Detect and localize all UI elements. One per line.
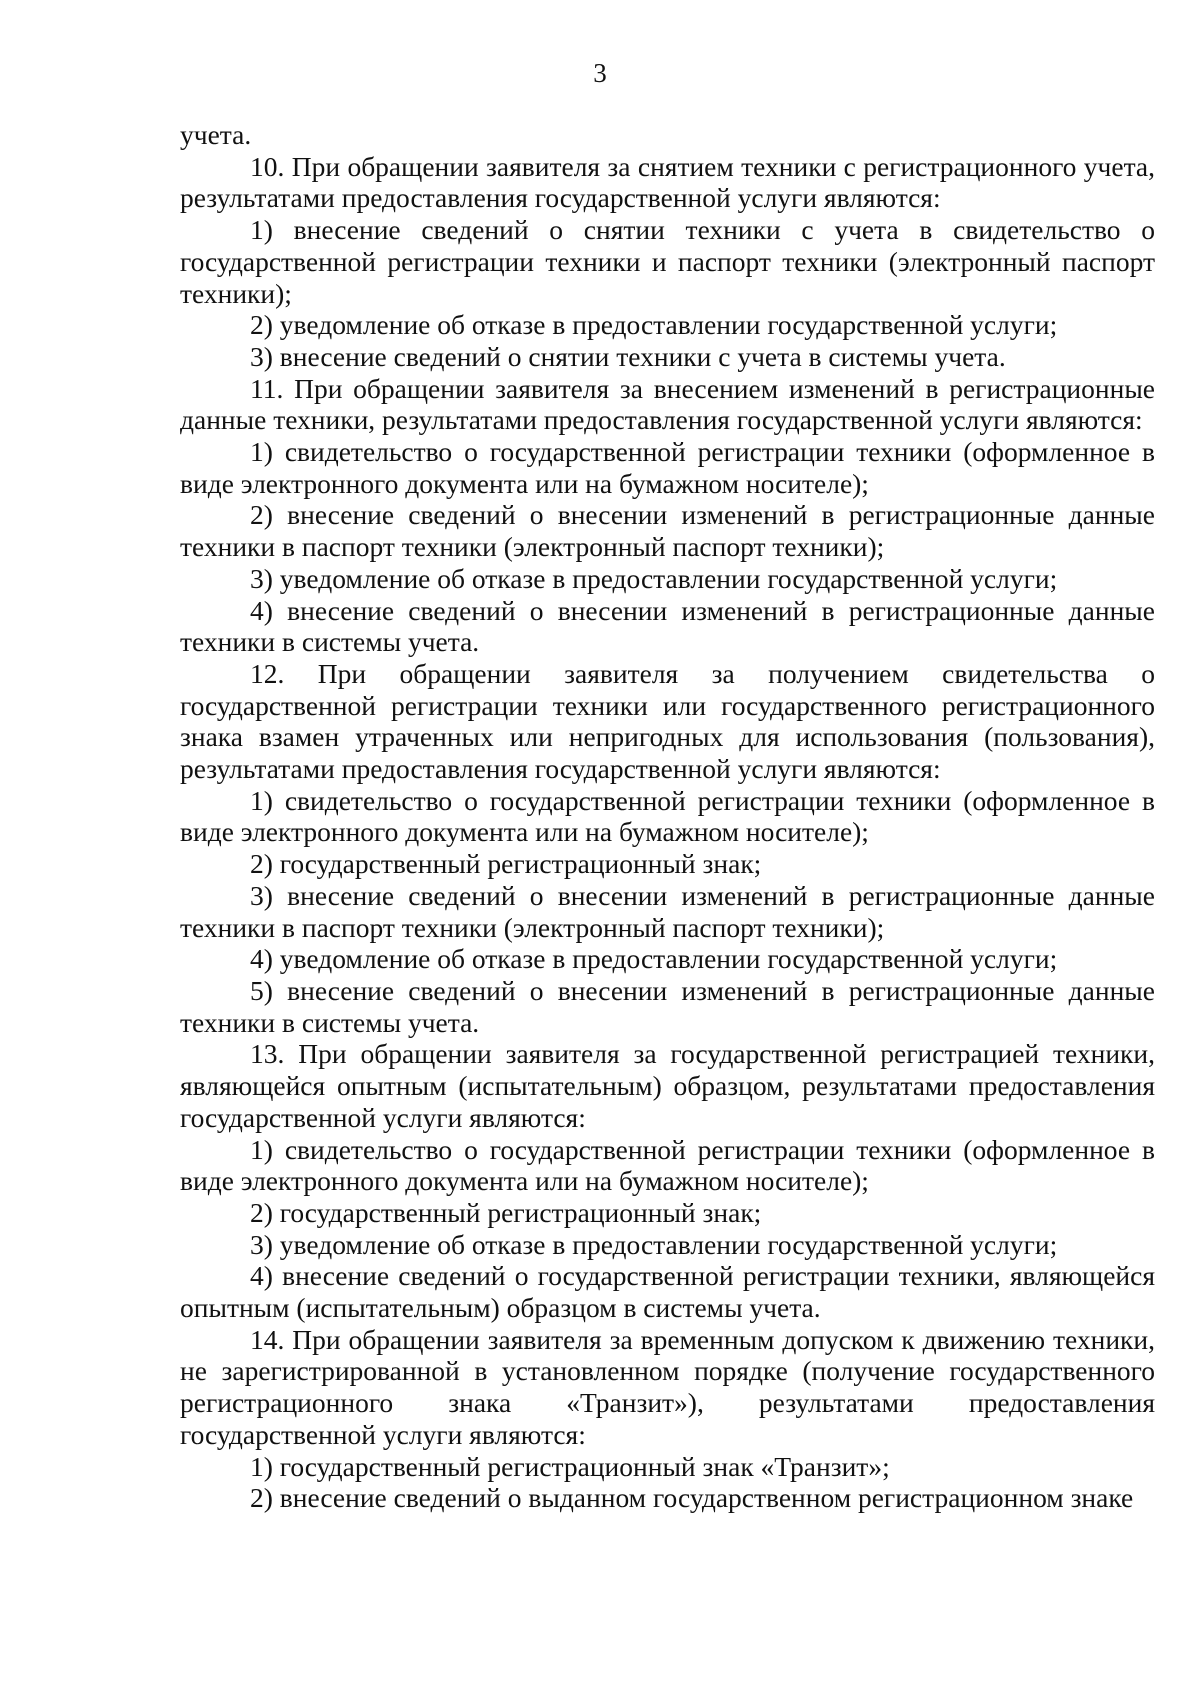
paragraph: 11. При обращении заявителя за внесением изменений в регистрационные данные техники, результатами предоставления государственной услуги являются: <box>180 372 1155 436</box>
paragraph: 3) уведомление об отказе в предоставлении государственной услуги; <box>250 1228 1058 1260</box>
paragraph: учета. <box>180 119 252 150</box>
paragraph: 4) внесение сведений о внесении изменений в регистрационные данные техники в системы учета. <box>180 594 1155 658</box>
paragraph: 1) государственный регистрационный знак «Транзит»; <box>250 1450 890 1482</box>
paragraph: 1) внесение сведений о снятии техники с учета в свидетельство о государственной регистрации техники и паспорт техники (электронный паспорт техники); <box>180 214 1155 309</box>
paragraph: 10. При обращении заявителя за снятием техники с регистрационного учета, результатами предоставления государственной услуги являются: <box>180 150 1155 214</box>
paragraph: 2) государственный регистрационный знак; <box>250 848 762 880</box>
paragraph: 1) свидетельство о государственной регистрации техники (оформленное в виде электронного документа или на бумажном носителе); <box>180 1133 1155 1197</box>
paragraph: 14. При обращении заявителя за временным допуском к движению техники, не зарегистрированной в установленном порядке (получение государственного регистрационного знака «Транзит»), результатами предоставления государственной услуги являются: <box>180 1323 1155 1450</box>
paragraph: 12. При обращении заявителя за получением свидетельства о государственной регистрации техники или государственного регистрационного знака взамен утраченных или непригодных для использования (пользования), результатами предоставления государственной услуги являются: <box>180 657 1155 785</box>
paragraph: 3) уведомление об отказе в предоставлении государственной услуги; <box>250 562 1058 594</box>
paragraph: 4) внесение сведений о государственной регистрации техники, являющейся опытным (испытательным) образцом в системы учета. <box>180 1260 1155 1324</box>
paragraph: 1) свидетельство о государственной регистрации техники (оформленное в виде электронного документа или на бумажном носителе); <box>180 784 1155 848</box>
page-number: 3 <box>593 58 607 88</box>
paragraph: 5) внесение сведений о внесении изменений в регистрационные данные техники в системы учета. <box>180 974 1155 1038</box>
document-body <box>180 119 1155 1514</box>
paragraph: 3) внесение сведений о внесении изменений в регистрационные данные техники в паспорт техники (электронный паспорт техники); <box>180 879 1155 943</box>
paragraph: 1) свидетельство о государственной регистрации техники (оформленное в виде электронного документа или на бумажном носителе); <box>180 436 1155 499</box>
paragraph: 2) внесение сведений о внесении изменений в регистрационные данные техники в паспорт техники (электронный паспорт техники); <box>180 499 1155 563</box>
paragraph: 3) внесение сведений о снятии техники с учета в системы учета. <box>250 340 1006 372</box>
paragraph: 13. При обращении заявителя за государственной регистрацией техники, являющейся опытным (испытательным) образцом, результатами предоставления государственной услуги являются: <box>180 1038 1155 1133</box>
paragraph: 4) уведомление об отказе в предоставлении государственной услуги; <box>250 943 1058 975</box>
paragraph: 2) уведомление об отказе в предоставлении государственной услуги; <box>250 309 1058 341</box>
paragraph: 2) внесение сведений о выданном государственном регистрационном знаке <box>250 1482 1134 1514</box>
paragraph: 2) государственный регистрационный знак; <box>250 1196 762 1228</box>
